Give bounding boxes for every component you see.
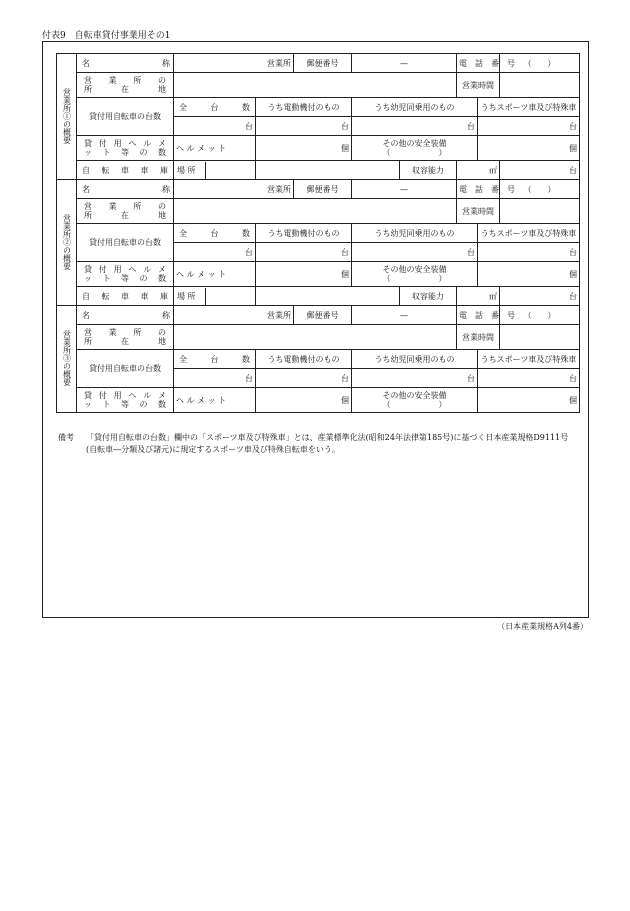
total-count-label: 全 台 数 (174, 350, 256, 369)
business-hours-label: 営業時間 (457, 199, 500, 224)
postal-code-label: 郵便番号 (294, 54, 352, 73)
helmet-count-field[interactable]: 個 (256, 262, 352, 287)
capacity-label: 収容能力 (400, 287, 457, 306)
helmet-label: ヘ ル メ ッ ト (174, 136, 256, 161)
business-hours-field[interactable] (500, 325, 580, 350)
helmet-count-label: 貸 付 用 ヘ ル メ ッ ト 等 の 数 (77, 136, 174, 161)
name-row (57, 54, 580, 73)
office-section-label: 営業所①の概要 (57, 54, 77, 180)
capacity-label: 収容能力 (400, 161, 457, 180)
other-safety-field[interactable]: 個 (478, 262, 580, 287)
phone-field[interactable]: （ ） (500, 306, 580, 325)
total-count-label: 全 台 数 (174, 98, 256, 117)
remarks-text: 「貸付用自転車の台数」欄中の「スポーツ車及び特殊車」とは、産業標準化法(昭和24年法律第185号)に基づく日本産業規格D9111号(自転車―分類及び諸元)に規定するスポーツ車及び特殊自転車をいう。 (86, 433, 569, 454)
electric-count-label: うち電動機付のもの (256, 98, 352, 117)
garage-place-field[interactable] (256, 161, 400, 180)
postal-code-field[interactable]: — (352, 180, 457, 199)
bike-count-label: 貸付用自転車の台数 (77, 224, 174, 262)
office-section-label: 営業所③の概要 (57, 306, 77, 413)
helmet-row (57, 136, 580, 161)
address-label: 営 業 所 の 所 在 地 (77, 199, 174, 224)
sports-count-label: うちスポーツ車及び特殊車 (478, 98, 580, 117)
address-row (57, 73, 580, 98)
office-name-field[interactable]: 営業所 (174, 306, 294, 325)
electric-count-label: うち電動機付のもの (256, 350, 352, 369)
helmet-count-field[interactable]: 個 (256, 388, 352, 413)
garage-place-label: 場 所 (174, 287, 256, 306)
child-seat-count-label: うち幼児同乗用のもの (352, 350, 478, 369)
business-hours-label: 営業時間 (457, 73, 500, 98)
total-count-field[interactable]: 台 (174, 117, 256, 136)
postal-code-field[interactable]: — (352, 306, 457, 325)
sports-count-field[interactable]: 台 (478, 369, 580, 388)
helmet-label: ヘ ル メ ッ ト (174, 262, 256, 287)
electric-count-field[interactable]: 台 (256, 243, 352, 262)
garage-place-label: 場 所 (174, 161, 256, 180)
garage-label: 自 転 車 車 庫 (77, 287, 174, 306)
electric-count-field[interactable]: 台 (256, 369, 352, 388)
bike-count-header-row (57, 224, 580, 243)
capacity-field[interactable]: ㎡ (457, 161, 500, 180)
bike-count-label: 貸付用自転車の台数 (77, 350, 174, 388)
phone-field[interactable]: （ ） (500, 54, 580, 73)
paper-size-footer: （日本産業規格A列4番） (497, 622, 588, 631)
bike-count-header-row (57, 98, 580, 117)
phone-field[interactable]: （ ） (500, 180, 580, 199)
sports-count-label: うちスポーツ車及び特殊車 (478, 224, 580, 243)
garage-row (57, 287, 580, 306)
capacity-extra-field[interactable]: 台 (500, 287, 580, 306)
phone-label: 電 話 番 号 (457, 306, 500, 325)
postal-code-field[interactable]: — (352, 54, 457, 73)
remarks-label: 備考 (58, 433, 74, 442)
electric-count-label: うち電動機付のもの (256, 224, 352, 243)
business-hours-field[interactable] (500, 199, 580, 224)
total-count-label: 全 台 数 (174, 224, 256, 243)
office-form-table (56, 53, 580, 413)
other-safety-label: その他の安全装備 （ ） (352, 262, 478, 287)
address-label: 営 業 所 の 所 在 地 (77, 325, 174, 350)
total-count-field[interactable]: 台 (174, 243, 256, 262)
child-seat-count-label: うち幼児同乗用のもの (352, 224, 478, 243)
postal-code-label: 郵便番号 (294, 306, 352, 325)
other-safety-field[interactable]: 個 (478, 388, 580, 413)
garage-place-field[interactable] (256, 287, 400, 306)
address-field[interactable] (174, 73, 457, 98)
child-seat-count-field[interactable]: 台 (352, 369, 478, 388)
address-row (57, 199, 580, 224)
helmet-count-label: 貸 付 用 ヘ ル メ ッ ト 等 の 数 (77, 262, 174, 287)
name-label: 名 称 (77, 180, 174, 199)
office-name-field[interactable]: 営業所 (174, 54, 294, 73)
phone-label: 電 話 番 号 (457, 54, 500, 73)
sports-count-label: うちスポーツ車及び特殊車 (478, 350, 580, 369)
helmet-count-field[interactable]: 個 (256, 136, 352, 161)
phone-label: 電 話 番 号 (457, 180, 500, 199)
helmet-count-label: 貸 付 用 ヘ ル メ ッ ト 等 の 数 (77, 388, 174, 413)
name-row (57, 180, 580, 199)
other-safety-label: その他の安全装備 （ ） (352, 136, 478, 161)
child-seat-count-field[interactable]: 台 (352, 117, 478, 136)
other-safety-label: その他の安全装備 （ ） (352, 388, 478, 413)
name-row (57, 306, 580, 325)
child-seat-count-label: うち幼児同乗用のもの (352, 98, 478, 117)
business-hours-field[interactable] (500, 73, 580, 98)
garage-row (57, 161, 580, 180)
electric-count-field[interactable]: 台 (256, 117, 352, 136)
helmet-row (57, 262, 580, 287)
address-row (57, 325, 580, 350)
office-section-label: 営業所②の概要 (57, 180, 77, 306)
garage-label: 自 転 車 車 庫 (77, 161, 174, 180)
child-seat-count-field[interactable]: 台 (352, 243, 478, 262)
form-title: 付表9 自転車貸付事業用その1 (42, 31, 171, 41)
other-safety-field[interactable]: 個 (478, 136, 580, 161)
address-label: 営 業 所 の 所 在 地 (77, 73, 174, 98)
capacity-extra-field[interactable]: 台 (500, 161, 580, 180)
sports-count-field[interactable]: 台 (478, 243, 580, 262)
address-field[interactable] (174, 325, 457, 350)
helmet-label: ヘ ル メ ッ ト (174, 388, 256, 413)
name-label: 名 称 (77, 54, 174, 73)
sports-count-field[interactable]: 台 (478, 117, 580, 136)
remarks-note (58, 432, 578, 456)
name-label: 名 称 (77, 306, 174, 325)
helmet-row (57, 388, 580, 413)
business-hours-label: 営業時間 (457, 325, 500, 350)
capacity-field[interactable]: ㎡ (457, 287, 500, 306)
total-count-field[interactable]: 台 (174, 369, 256, 388)
address-field[interactable] (174, 199, 457, 224)
postal-code-label: 郵便番号 (294, 180, 352, 199)
office-name-field[interactable]: 営業所 (174, 180, 294, 199)
bike-count-label: 貸付用自転車の台数 (77, 98, 174, 136)
bike-count-header-row (57, 350, 580, 369)
